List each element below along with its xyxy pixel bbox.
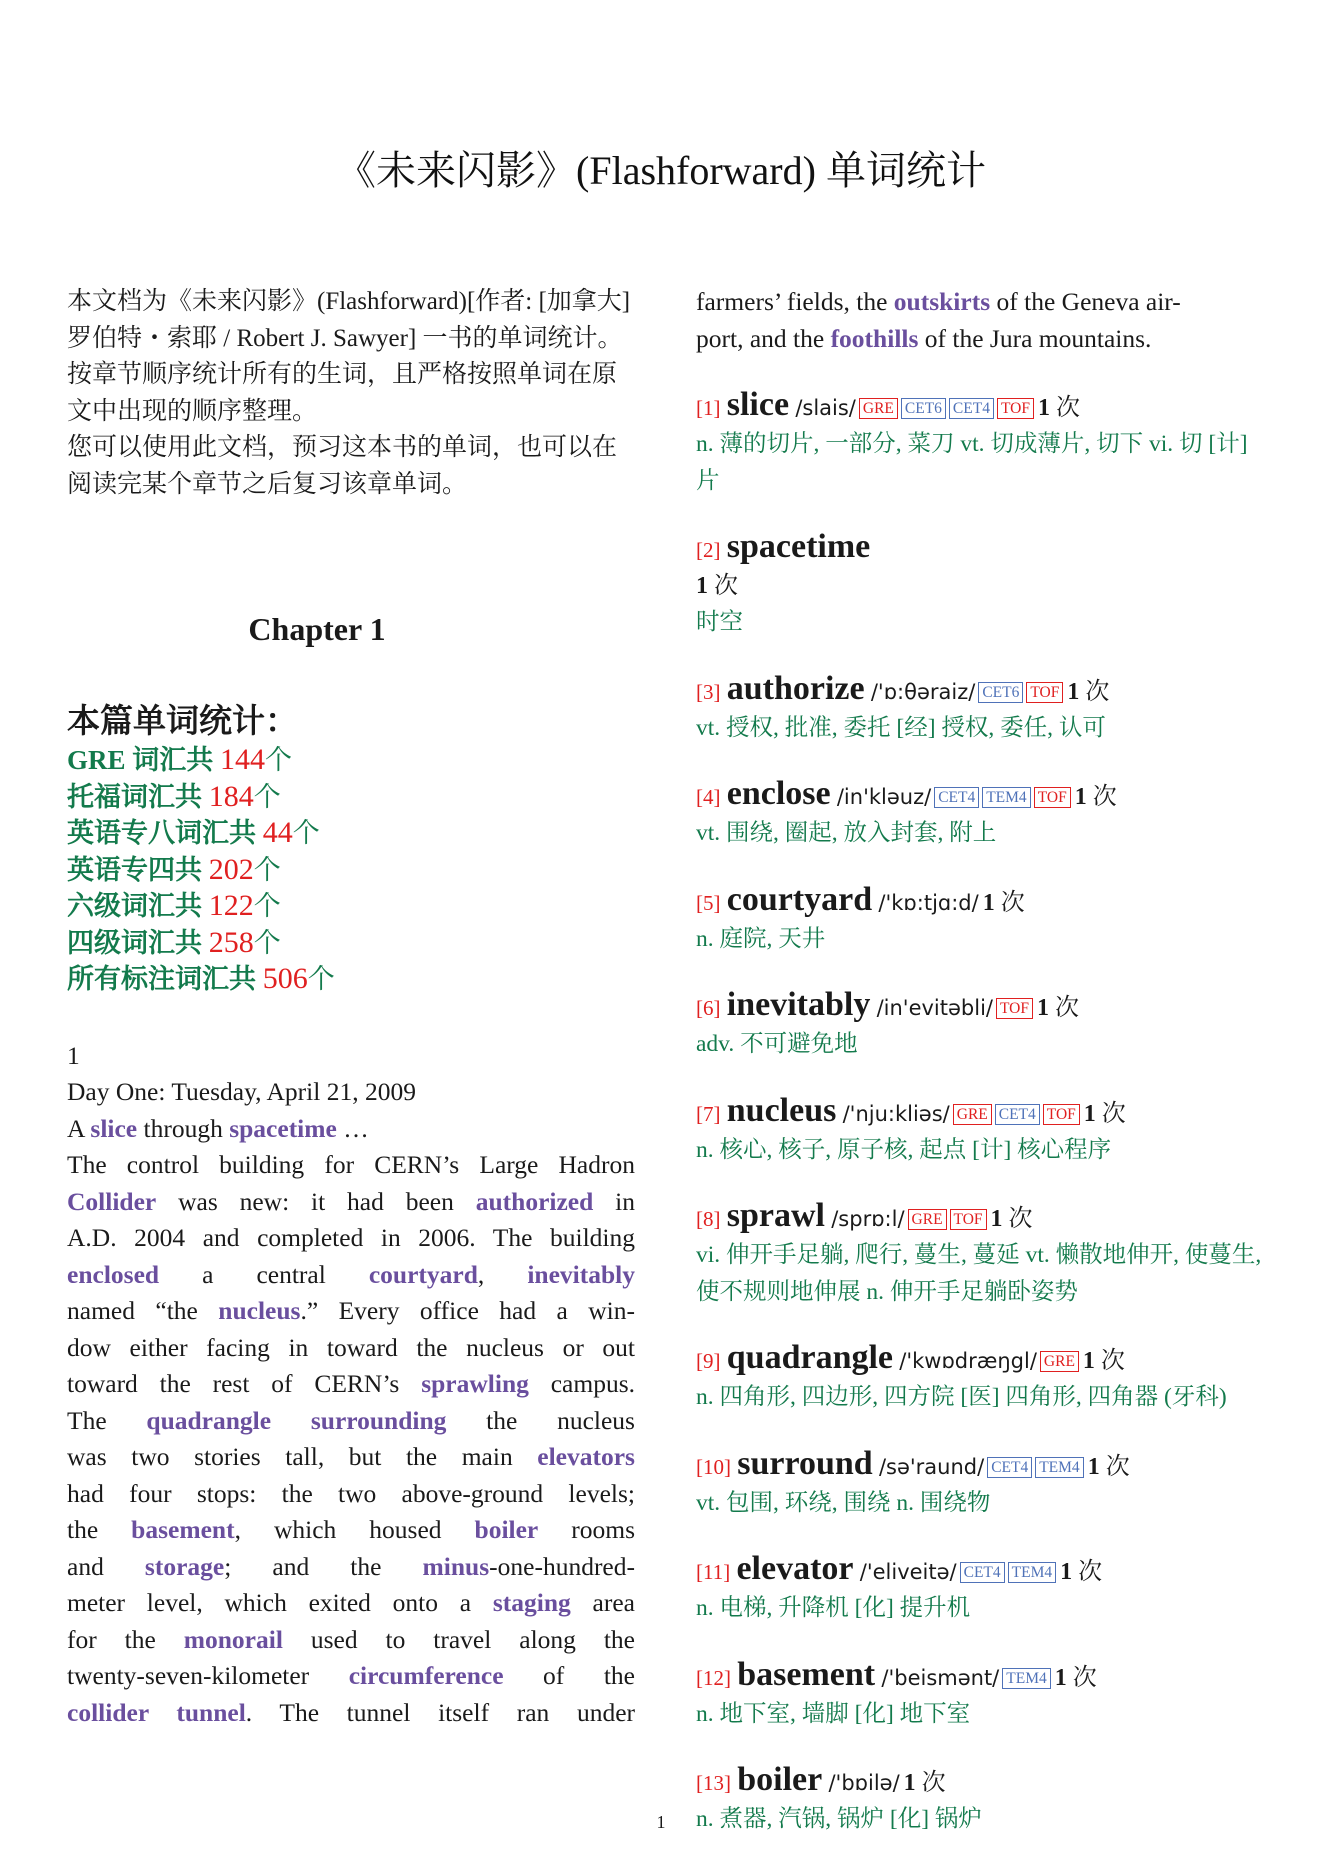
vocab-word: monorail (183, 1624, 283, 1654)
text-line: The control building for CERN’s Large Hadron (67, 1150, 635, 1179)
entry-index: [2] (696, 538, 721, 562)
definition: n. 庭院, 天井 (696, 925, 826, 952)
word-entry (696, 776, 1266, 852)
vocab-word: elevators (537, 1442, 635, 1471)
word-entries (696, 387, 1266, 1838)
occurrence-count (696, 573, 738, 599)
vocab-word: quadrangle (146, 1405, 272, 1435)
text-line: farmers’ fields, the outskirts of the Geneva air- (696, 287, 1181, 316)
vocab-word: spacetime (229, 1113, 337, 1143)
count-number: 1 (982, 889, 995, 916)
headword: quadrangle (726, 1339, 894, 1376)
exam-tag: TOF (950, 1209, 987, 1230)
stat-label: 托福词汇共 (67, 781, 209, 812)
count-number: 1 (1037, 395, 1050, 421)
exam-tag: CET4 (949, 398, 994, 419)
exam-tag: CET4 (995, 1104, 1040, 1125)
stat-line (67, 925, 635, 962)
vocab-word: authorized (475, 1186, 594, 1216)
count-row (696, 568, 1266, 604)
stat-label: 英语专八词汇共 (67, 818, 263, 848)
count-number: 1 (1082, 1348, 1095, 1374)
stat-count: 144 (220, 743, 266, 776)
stat-count: 506 (262, 962, 308, 995)
stat-unit: 个 (253, 854, 281, 885)
headword: authorize (726, 669, 865, 707)
word-entry (696, 1446, 1266, 1522)
chapter-heading: Chapter 1 (248, 611, 386, 647)
exam-tag: TEM4 (982, 787, 1030, 808)
stat-count: 184 (208, 779, 254, 813)
word-entry (696, 387, 1266, 499)
stat-line (67, 852, 635, 889)
headword: sprawl (726, 1197, 825, 1234)
vocab-word: boiler (474, 1515, 539, 1544)
exam-tag: GRE (953, 1104, 992, 1125)
stat-count: 44 (262, 816, 293, 849)
occurrence-count (1038, 395, 1080, 421)
count-number: 1 (1087, 1453, 1100, 1480)
definition: vi. 伸开手足躺, 爬行, 蔓生, 蔓延 vt. 懒散地伸开, 使蔓生, 使不规则地伸展 n. 伸开手足躺卧姿势 (696, 1242, 1262, 1305)
stat-unit: 个 (265, 745, 293, 775)
text-line: dow either facing in toward the nucleus or out (67, 1332, 635, 1362)
count-number: 1 (903, 1770, 916, 1796)
vocab-word: foothills (830, 323, 919, 353)
exam-tag: CET6 (978, 682, 1023, 703)
word-entry (696, 1551, 1266, 1627)
count-unit: 次 (921, 1770, 946, 1796)
intro-paragraph: 按章节顺序统计所有的生词，且严格按照单词在原文中出现的顺序整理。 (67, 361, 618, 425)
left-column (67, 284, 635, 1731)
occurrence-count (983, 890, 1025, 916)
word-entry (696, 671, 1266, 747)
headword: spacetime (726, 528, 871, 565)
count-unit: 次 (1101, 1100, 1126, 1127)
entry-head (696, 1657, 1266, 1696)
stats-list (67, 742, 635, 998)
entry-index: [7] (696, 1101, 721, 1126)
text-line: twenty-seven-kilometer circumference of the (67, 1661, 635, 1690)
count-unit: 次 (1055, 395, 1080, 421)
text-line: was two stories tall, but the main elevators (67, 1442, 635, 1471)
exam-tag: CET4 (960, 1562, 1005, 1583)
phonetic: /'ɒ:θəraiz/ (870, 679, 976, 704)
exam-tag: TEM4 (1008, 1562, 1056, 1583)
count-unit: 次 (1008, 1206, 1033, 1232)
text-line: enclosed a central courtyard, inevitably (67, 1259, 635, 1289)
intro-paragraph: 您可以使用此文档，预习这本书的单词，也可以在阅读完某个章节之后复习该章单词。 (67, 434, 618, 498)
word-entry (696, 1340, 1266, 1416)
stat-line (67, 779, 635, 816)
stat-label: 四级词汇共 (67, 927, 209, 958)
stat-line (67, 815, 635, 852)
text-line: Collider was new: it had been authorized in (67, 1186, 635, 1216)
definition: n. 核心, 核子, 原子核, 起点 [计] 核心程序 (696, 1136, 1112, 1163)
vocab-word: sprawling (421, 1369, 529, 1398)
entry-index: [8] (696, 1207, 721, 1231)
vocab-word: nucleus (218, 1296, 301, 1325)
count-unit: 次 (714, 573, 738, 599)
entry-head (696, 1198, 1266, 1237)
count-number: 1 (990, 1206, 1003, 1232)
phonetic: /sə'raund/ (878, 1454, 985, 1479)
vocab-word: surrounding (310, 1405, 447, 1435)
count-unit: 次 (1055, 995, 1079, 1021)
entry-head (696, 1093, 1266, 1132)
phonetic: /sprɒ:l/ (831, 1207, 905, 1231)
text-line: 1 (67, 1040, 80, 1070)
exam-tag: TOF (1043, 1104, 1080, 1125)
stat-line (67, 742, 635, 779)
definition: 时空 (696, 609, 743, 635)
document-title: 《未来闪影》(Flashforward) 单词统计 (336, 148, 986, 193)
occurrence-count (1060, 1559, 1102, 1585)
entry-index: [4] (696, 785, 721, 809)
entry-head (696, 1340, 1266, 1379)
headword: elevator (736, 1550, 854, 1587)
occurrence-count (1083, 1348, 1125, 1374)
count-unit: 次 (1105, 1453, 1130, 1480)
vocab-word: circumference (348, 1661, 504, 1690)
stat-unit: 个 (253, 927, 281, 958)
exam-tag: GRE (908, 1209, 947, 1230)
word-entry (696, 1093, 1266, 1169)
phonetic: /slais/ (795, 396, 856, 420)
entry-index: [5] (696, 890, 721, 915)
word-entry (696, 987, 1266, 1063)
entry-index: [12] (696, 1665, 731, 1690)
text-line: A slice through spacetime … (67, 1113, 369, 1143)
text-line: collider tunnel. The tunnel itself ran under (67, 1697, 636, 1727)
continuation-text (696, 284, 1266, 357)
phonetic: /in'kləuz/ (836, 785, 932, 809)
definition: vt. 包围, 环绕, 围绕 n. 围绕物 (696, 1489, 991, 1516)
count-unit: 次 (1078, 1559, 1103, 1585)
text-line: the basement, which housed boiler rooms (67, 1515, 636, 1544)
stat-line (67, 961, 635, 998)
stat-unit: 个 (253, 891, 281, 921)
count-number: 1 (1067, 678, 1080, 705)
right-column (696, 284, 1266, 1838)
count-number: 1 (696, 573, 708, 599)
text-line: The quadrangle surrounding the nucleus (67, 1405, 635, 1435)
definition: n. 煮器, 汽锅, 锅炉 [化] 锅炉 (696, 1806, 982, 1832)
phonetic: /'nju:kliəs/ (842, 1101, 950, 1126)
occurrence-count (1037, 995, 1079, 1021)
exam-tag: TOF (997, 398, 1034, 419)
word-entry (696, 1657, 1266, 1733)
phonetic: /'eliveitə/ (859, 1560, 957, 1584)
vocab-word: staging (492, 1588, 571, 1617)
definition: n. 地下室, 墙脚 [化] 地下室 (696, 1700, 971, 1727)
count-unit: 次 (1085, 678, 1110, 705)
exam-tag: GRE (859, 398, 898, 419)
vocab-word: minus (422, 1551, 490, 1581)
headword: basement (737, 1655, 876, 1693)
text-line: Day One: Tuesday, April 21, 2009 (67, 1077, 416, 1106)
definition: n. 四角形, 四边形, 四方院 [医] 四角形, 四角器 (牙科) (696, 1384, 1227, 1410)
intro (67, 284, 635, 503)
count-unit: 次 (1092, 784, 1117, 810)
entry-index: [13] (696, 1771, 731, 1795)
exam-tag: TOF (1026, 682, 1063, 703)
stat-count: 122 (208, 889, 254, 922)
headword: courtyard (726, 880, 873, 918)
text-line: and storage; and the minus-one-hundred- (67, 1551, 635, 1581)
headword: boiler (737, 1761, 823, 1798)
count-unit: 次 (1100, 1348, 1125, 1374)
exam-tag: TOF (996, 998, 1033, 1019)
entry-head (696, 1551, 1266, 1590)
count-unit: 次 (1000, 889, 1025, 916)
stat-count: 258 (208, 925, 254, 959)
definition: n. 薄的切片, 一部分, 菜刀 vt. 切成薄片, 切下 vi. 切 [计] 片 (696, 431, 1248, 494)
exam-tag: CET4 (934, 787, 979, 808)
entry-index: [3] (696, 679, 721, 704)
stat-unit: 个 (292, 818, 320, 848)
vocab-word: basement (131, 1515, 235, 1544)
headword: inevitably (726, 986, 871, 1023)
exam-tag: CET4 (987, 1457, 1032, 1478)
entry-head (696, 671, 1266, 710)
occurrence-count (904, 1770, 946, 1796)
word-entry (696, 882, 1266, 958)
occurrence-count (1075, 784, 1117, 810)
text-line: had four stops: the two above-ground levels; (67, 1478, 635, 1508)
stat-label: 六级词汇共 (67, 891, 209, 921)
text-line: toward the rest of CERN’s sprawling campus. (67, 1369, 635, 1398)
phonetic: /in'evitəbli/ (876, 996, 993, 1020)
occurrence-count (1055, 1665, 1097, 1691)
exam-tag: GRE (1040, 1351, 1079, 1372)
page-number: 1 (656, 1812, 666, 1832)
vocab-word: Collider (67, 1186, 157, 1216)
entry-head (696, 387, 1266, 426)
text-line: meter level, which exited onto a staging area (67, 1588, 635, 1617)
headword: nucleus (726, 1091, 837, 1129)
word-entry (696, 529, 1266, 641)
occurrence-count (1088, 1454, 1130, 1480)
stat-label: 英语专四共 (67, 854, 209, 885)
count-number: 1 (1060, 1559, 1073, 1585)
entry-head (696, 776, 1266, 815)
vocab-word: collider tunnel (67, 1697, 246, 1727)
entry-index: [11] (696, 1560, 731, 1584)
count-number: 1 (1074, 784, 1087, 810)
vocab-word: courtyard (368, 1259, 478, 1289)
entry-head (696, 987, 1266, 1026)
stat-unit: 个 (253, 781, 281, 812)
stat-label: 所有标注词汇共 (67, 964, 263, 994)
count-number: 1 (1054, 1664, 1067, 1691)
stat-line (67, 888, 635, 925)
occurrence-count (991, 1206, 1033, 1232)
chapter-text (67, 1038, 635, 1732)
exam-tag: CET6 (901, 398, 946, 419)
exam-tag: TOF (1034, 787, 1071, 808)
entry-index: [9] (696, 1349, 721, 1373)
stat-label: GRE 词汇共 (67, 745, 221, 775)
headword: enclose (726, 775, 831, 812)
entry-index: [10] (696, 1454, 731, 1479)
exam-tag: TEM4 (1002, 1668, 1050, 1689)
exam-tag: TEM4 (1035, 1457, 1083, 1478)
entry-index: [1] (696, 396, 721, 420)
text-line: A.D. 2004 and completed in 2006. The building (67, 1223, 635, 1252)
stat-count: 202 (208, 852, 254, 886)
entry-head (696, 882, 1266, 921)
vocab-word: storage (144, 1551, 225, 1581)
vocab-word: inevitably (527, 1259, 635, 1289)
phonetic: /'bɒilə/ (828, 1771, 900, 1795)
occurrence-count (1084, 1101, 1126, 1127)
entry-head (696, 1762, 1266, 1801)
headword: surround (737, 1444, 873, 1482)
text-line: named “the nucleus.” Every office had a win- (67, 1296, 636, 1325)
entry-head (696, 1446, 1266, 1485)
stat-unit: 个 (307, 964, 335, 994)
intro-paragraph: 本文档为《未来闪影》(Flashforward)[作者: [加拿大] 罗伯特・索耶 / Robert J. Sawyer] 一书的单词统计。 (67, 288, 631, 352)
text-line: port, and the foothills of the Jura mountains. (696, 323, 1152, 353)
stats-title: 本篇单词统计： (67, 704, 298, 740)
entry-head (696, 529, 1266, 568)
entry-index: [6] (696, 996, 721, 1020)
definition: adv. 不可避免地 (696, 1031, 858, 1057)
count-number: 1 (1083, 1100, 1096, 1127)
text-line: for the monorail used to travel along the (67, 1624, 635, 1654)
vocab-word: outskirts (893, 287, 991, 316)
count-unit: 次 (1072, 1664, 1097, 1691)
word-entry (696, 1198, 1266, 1310)
phonetic: /'kwɒdræŋgl/ (899, 1349, 1037, 1373)
definition: vt. 围绕, 圈起, 放入封套, 附上 (696, 820, 997, 846)
definition: n. 电梯, 升降机 [化] 提升机 (696, 1595, 971, 1621)
phonetic: /'beismənt/ (881, 1665, 1000, 1690)
vocab-word: slice (90, 1113, 138, 1143)
phonetic: /'kɒ:tjɑ:d/ (878, 890, 979, 915)
headword: slice (726, 386, 790, 423)
occurrence-count (1067, 679, 1109, 705)
count-number: 1 (1037, 995, 1049, 1021)
definition: vt. 授权, 批准, 委托 [经] 授权, 委任, 认可 (696, 714, 1106, 741)
vocab-word: enclosed (67, 1259, 160, 1289)
